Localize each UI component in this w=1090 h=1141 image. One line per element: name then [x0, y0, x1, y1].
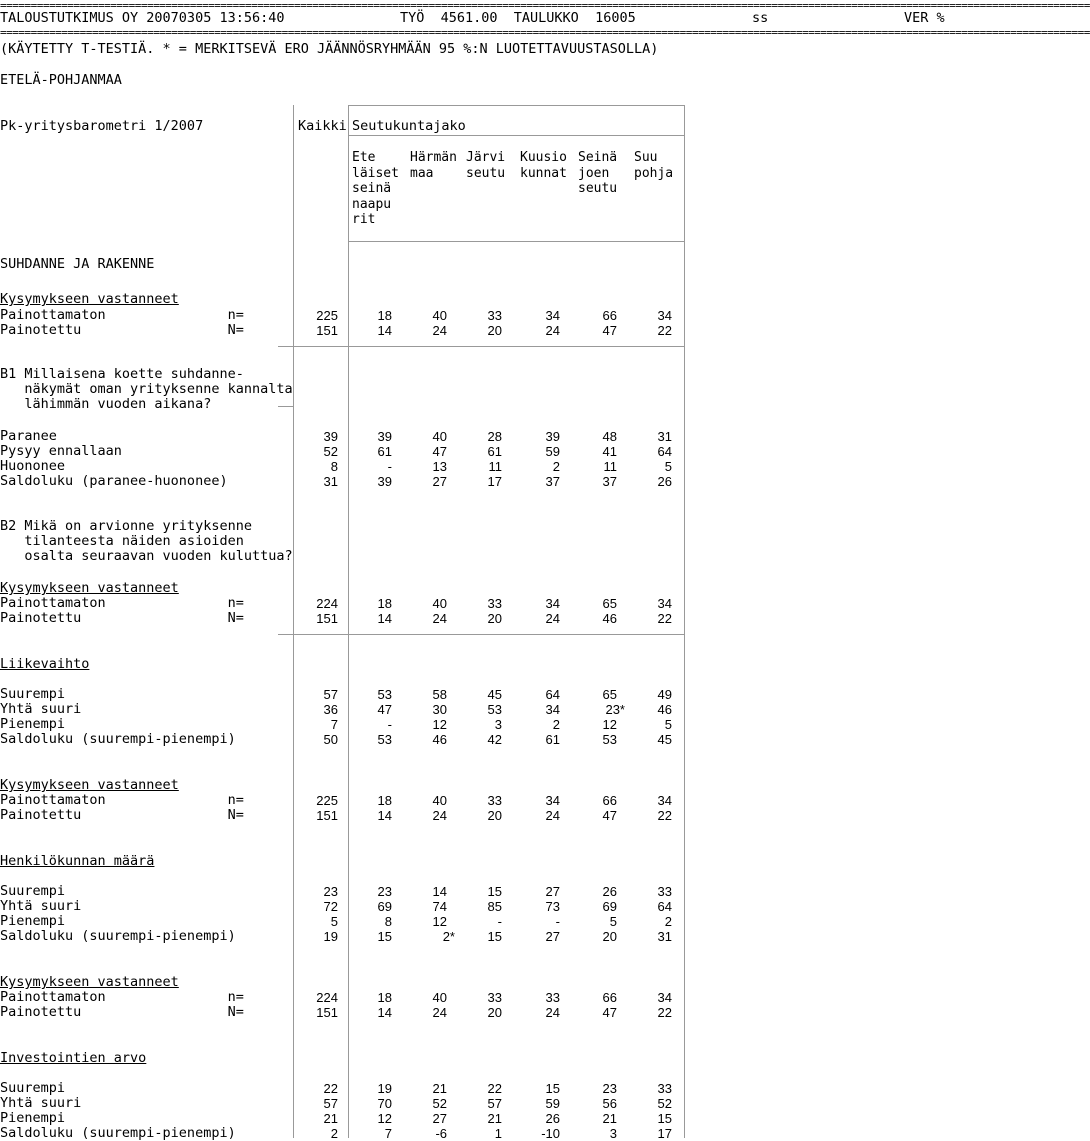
table-cell: 19	[323, 929, 338, 944]
table-cell: 21	[602, 1111, 617, 1126]
subsection-heading: Kysymykseen vastanneet	[0, 777, 179, 793]
block-divider	[278, 346, 685, 347]
table-cell: 20	[487, 611, 502, 626]
table-cell: 27	[545, 929, 560, 944]
table-cell: 21	[323, 1111, 338, 1126]
table-cell: 33	[487, 308, 502, 323]
table-cell: 26	[545, 1111, 560, 1126]
table-cell: 70	[377, 1096, 392, 1111]
row-label: Pienempi	[0, 716, 66, 732]
table-cell: 41	[602, 444, 617, 459]
table-cell: 7	[330, 717, 338, 732]
table-border-right	[684, 105, 685, 1138]
table-cell: 27	[545, 884, 560, 899]
table-cell: 33	[487, 793, 502, 808]
table-cell: 34	[545, 793, 560, 808]
table-cell: 7	[384, 1126, 392, 1141]
table-cell: 64	[545, 687, 560, 702]
table-cell: 72	[323, 899, 338, 914]
table-cell: -	[497, 914, 502, 929]
table-cell: 24	[432, 323, 447, 338]
row-label: Yhtä suuri	[0, 898, 82, 914]
table-cell: 18	[377, 990, 392, 1005]
table-cell: -6	[435, 1126, 447, 1141]
table-cell: 26	[657, 474, 672, 489]
table-cell: 33	[487, 596, 502, 611]
table-cell: 66	[602, 990, 617, 1005]
table-cell: 65	[602, 596, 617, 611]
table-cell: 2	[552, 717, 560, 732]
table-cell: 24	[545, 611, 560, 626]
separator-line: ==================================================================================================================================================================================	[0, 0, 1090, 12]
table-cell: 15	[487, 884, 502, 899]
table-cell: 34	[545, 596, 560, 611]
table-cell: 49	[657, 687, 672, 702]
table-cell: 61	[487, 444, 502, 459]
table-cell: 14	[377, 1005, 392, 1020]
row-label: Suurempi	[0, 686, 66, 702]
table-cell: 34	[545, 308, 560, 323]
row-label: Painottamaton n=	[0, 989, 244, 1005]
table-cell: 12	[602, 717, 617, 732]
table-cell: 33	[657, 884, 672, 899]
table-cell: 57	[323, 1096, 338, 1111]
table-cell: 53	[602, 732, 617, 747]
table-cell: 40	[432, 990, 447, 1005]
row-label: Saldoluku (paranee-huononee)	[0, 473, 228, 489]
table-cell: -	[387, 459, 392, 474]
table-cell: 42	[487, 732, 502, 747]
table-cell: 14	[377, 808, 392, 823]
table-cell: 5	[664, 459, 672, 474]
table-cell: 20	[602, 929, 617, 944]
subsection-heading: Henkilökunnan määrä	[0, 853, 155, 869]
question-text: näkymät oman yrityksenne kannalta	[0, 381, 293, 397]
table-cell: 53	[377, 687, 392, 702]
table-cell: 66	[602, 308, 617, 323]
block-divider	[278, 634, 685, 635]
table-cell: 24	[545, 323, 560, 338]
table-cell: 66	[602, 793, 617, 808]
table-cell: 20	[487, 1005, 502, 1020]
table-cell: 5	[330, 914, 338, 929]
table-cell: 52	[657, 1096, 672, 1111]
separator-line-2: ==================================================================================================================================================================================	[0, 26, 1090, 39]
table-cell: 8	[330, 459, 338, 474]
table-cell: 3	[609, 1126, 617, 1141]
table-cell: 225	[316, 793, 338, 808]
table-cell: 57	[323, 687, 338, 702]
table-cell: 23*	[605, 702, 625, 717]
col-jarviseutu: Järvi seutu	[466, 150, 506, 181]
table-cell: 18	[377, 793, 392, 808]
table-cell: 46	[602, 611, 617, 626]
row-label: Saldoluku (suurempi-pienempi)	[0, 1125, 236, 1141]
table-cell: 40	[432, 308, 447, 323]
table-cell: 40	[432, 429, 447, 444]
table-cell: 11	[488, 459, 502, 474]
survey-title: Pk-yritysbarometri 1/2007	[0, 118, 204, 134]
table-header-line	[348, 135, 685, 136]
table-cell: -	[555, 914, 560, 929]
row-label: Painotettu N=	[0, 322, 244, 338]
table-cell: 39	[323, 429, 338, 444]
table-cell: 53	[487, 702, 502, 717]
table-cell: 31	[657, 429, 672, 444]
table-cell: 34	[657, 793, 672, 808]
table-cell: 20	[487, 323, 502, 338]
table-cell: 22	[323, 1081, 338, 1096]
subsection-heading: Kysymykseen vastanneet	[0, 974, 179, 990]
table-cell: 33	[545, 990, 560, 1005]
table-cell: 19	[377, 1081, 392, 1096]
subsection-heading: Liikevaihto	[0, 656, 90, 672]
table-cell: 65	[602, 687, 617, 702]
col-seutukuntajako: Seutukuntajako	[352, 118, 466, 134]
table-cell: 11	[603, 459, 617, 474]
table-cell: 46	[432, 732, 447, 747]
table-cell: 22	[657, 611, 672, 626]
table-cell: 34	[657, 596, 672, 611]
table-cell: 34	[657, 308, 672, 323]
table-cell: 52	[323, 444, 338, 459]
question-text: lähimmän vuoden aikana?	[0, 396, 212, 412]
table-cell: 64	[657, 899, 672, 914]
table-cell: 24	[545, 1005, 560, 1020]
table-cell: 47	[602, 808, 617, 823]
table-cell: 8	[384, 914, 392, 929]
report-title: TALOUSTUTKIMUS OY 20070305 13:56:40	[0, 10, 285, 26]
table-cell: 18	[377, 308, 392, 323]
table-cell: -10	[541, 1126, 560, 1141]
table-cell: 48	[602, 429, 617, 444]
section-title: SUHDANNE JA RAKENNE	[0, 256, 155, 272]
table-cell: 24	[432, 611, 447, 626]
table-cell: 28	[487, 429, 502, 444]
subsection-heading: Kysymykseen vastanneet	[0, 580, 179, 596]
table-cell: 31	[657, 929, 672, 944]
table-cell: 151	[316, 808, 338, 823]
table-cell: 14	[377, 323, 392, 338]
table-cell: 47	[602, 1005, 617, 1020]
table-cell: 61	[545, 732, 560, 747]
report-version: VER %	[904, 10, 945, 26]
table-cell: 22	[657, 1005, 672, 1020]
col-kuusiokunnat: Kuusio kunnat	[520, 150, 567, 181]
question-text: B2 Mikä on arvionne yrityksenne	[0, 518, 252, 534]
table-cell: 61	[377, 444, 392, 459]
table-cell: 22	[657, 323, 672, 338]
table-cell: -	[387, 717, 392, 732]
table-top-line	[348, 105, 685, 106]
table-cell: 37	[545, 474, 560, 489]
table-cell: 151	[316, 323, 338, 338]
table-cell: 26	[602, 884, 617, 899]
question-text: osalta seuraavan vuoden kuluttua?	[0, 548, 293, 564]
row-label: Suurempi	[0, 1080, 66, 1096]
table-cell: 15	[487, 929, 502, 944]
col-kaikki: Kaikki	[298, 118, 347, 134]
table-cell: 14	[432, 884, 447, 899]
table-cell: 22	[657, 808, 672, 823]
table-cell: 24	[432, 1005, 447, 1020]
table-cell: 58	[432, 687, 447, 702]
row-label: Pysyy ennallaan	[0, 443, 122, 459]
col-harmanmaa: Härmän maa	[410, 150, 457, 181]
table-cell: 34	[657, 990, 672, 1005]
block-divider	[278, 406, 294, 407]
table-cell: 24	[432, 808, 447, 823]
table-cell: 151	[316, 611, 338, 626]
subsection-heading: Kysymykseen vastanneet	[0, 291, 179, 307]
table-cell: 74	[432, 899, 447, 914]
table-cell: 39	[545, 429, 560, 444]
table-cell: 12	[432, 717, 447, 732]
table-cell: 2	[552, 459, 560, 474]
row-label: Painottamaton n=	[0, 307, 244, 323]
table-cell: 3	[494, 717, 502, 732]
table-cell: 20	[487, 808, 502, 823]
table-cell: 30	[432, 702, 447, 717]
table-cell: 2	[664, 914, 672, 929]
table-cell: 69	[602, 899, 617, 914]
subsection-heading: Investointien arvo	[0, 1050, 147, 1066]
table-cell: 56	[602, 1096, 617, 1111]
header-bottom-line	[348, 241, 685, 242]
table-cell: 27	[432, 1111, 447, 1126]
table-cell: 47	[377, 702, 392, 717]
question-text: B1 Millaisena koette suhdanne-	[0, 366, 244, 382]
row-label: Saldoluku (suurempi-pienempi)	[0, 928, 236, 944]
table-cell: 37	[602, 474, 617, 489]
table-cell: 17	[657, 1126, 672, 1141]
row-label: Saldoluku (suurempi-pienempi)	[0, 731, 236, 747]
table-cell: 23	[377, 884, 392, 899]
col-etelaiset: Ete läiset seinä naapu rit	[352, 150, 399, 227]
col-suupohja: Suu pohja	[634, 150, 674, 181]
table-cell: 225	[316, 308, 338, 323]
header-divider	[348, 135, 349, 241]
table-cell: 12	[432, 914, 447, 929]
table-cell: 27	[432, 474, 447, 489]
table-cell: 14	[377, 611, 392, 626]
table-cell: 39	[377, 474, 392, 489]
table-cell: 15	[657, 1111, 672, 1126]
table-cell: 45	[487, 687, 502, 702]
test-note: (KÄYTETTY T-TESTIÄ. * = MERKITSEVÄ ERO JÄÄNNÖSRYHMÄÄN 95 %:N LUOTETTAVUUSTASOLLA)	[0, 41, 659, 57]
table-cell: 57	[487, 1096, 502, 1111]
table-cell: 17	[487, 474, 502, 489]
table-cell: 12	[377, 1111, 392, 1126]
row-label: Paranee	[0, 428, 57, 444]
table-cell: 21	[487, 1111, 502, 1126]
table-cell: 151	[316, 1005, 338, 1020]
table-cell: 23	[602, 1081, 617, 1096]
table-cell: 40	[432, 793, 447, 808]
table-cell: 2*	[442, 929, 455, 944]
table-cell: 224	[316, 990, 338, 1005]
table-cell: 5	[664, 717, 672, 732]
row-label: Pienempi	[0, 913, 66, 929]
table-cell: 45	[657, 732, 672, 747]
table-cell: 15	[545, 1081, 560, 1096]
row-label: Suurempi	[0, 883, 66, 899]
table-cell: 53	[377, 732, 392, 747]
table-cell: 59	[545, 1096, 560, 1111]
region-title: ETELÄ-POHJANMAA	[0, 72, 122, 88]
table-cell: 33	[657, 1081, 672, 1096]
table-cell: 59	[545, 444, 560, 459]
table-cell: 47	[432, 444, 447, 459]
row-label: Painotettu N=	[0, 807, 244, 823]
row-label: Huononee	[0, 458, 66, 474]
row-label: Painottamaton n=	[0, 595, 244, 611]
table-cell: 18	[377, 596, 392, 611]
table-cell: 39	[377, 429, 392, 444]
table-cell: 13	[432, 459, 447, 474]
report-ss: ss	[752, 10, 769, 26]
table-cell: 21	[432, 1081, 447, 1096]
table-cell: 52	[432, 1096, 447, 1111]
table-cell: 40	[432, 596, 447, 611]
table-cell: 85	[487, 899, 502, 914]
job-table-id: TYÖ 4561.00 TAULUKKO 16005	[400, 10, 636, 26]
row-label: Pienempi	[0, 1110, 66, 1126]
row-label: Painottamaton n=	[0, 792, 244, 808]
table-cell: 23	[323, 884, 338, 899]
table-cell: 31	[323, 474, 338, 489]
table-cell: 224	[316, 596, 338, 611]
table-cell: 46	[657, 702, 672, 717]
table-cell: 5	[609, 914, 617, 929]
table-cell: 64	[657, 444, 672, 459]
table-cell: 47	[602, 323, 617, 338]
table-cell: 2	[330, 1126, 338, 1141]
table-cell: 50	[323, 732, 338, 747]
row-label: Painotettu N=	[0, 610, 244, 626]
table-cell: 34	[545, 702, 560, 717]
table-cell: 15	[377, 929, 392, 944]
table-cell: 36	[323, 702, 338, 717]
table-cell: 22	[487, 1081, 502, 1096]
table-cell: 1	[494, 1126, 502, 1141]
table-cell: 73	[545, 899, 560, 914]
table-cell: 69	[377, 899, 392, 914]
table-cell: 33	[487, 990, 502, 1005]
question-text: tilanteesta näiden asioiden	[0, 533, 244, 549]
table-cell: 24	[545, 808, 560, 823]
col-seinajoenseutu: Seinä joen seutu	[578, 150, 618, 196]
row-label: Yhtä suuri	[0, 701, 82, 717]
row-label: Yhtä suuri	[0, 1095, 82, 1111]
row-label: Painotettu N=	[0, 1004, 244, 1020]
